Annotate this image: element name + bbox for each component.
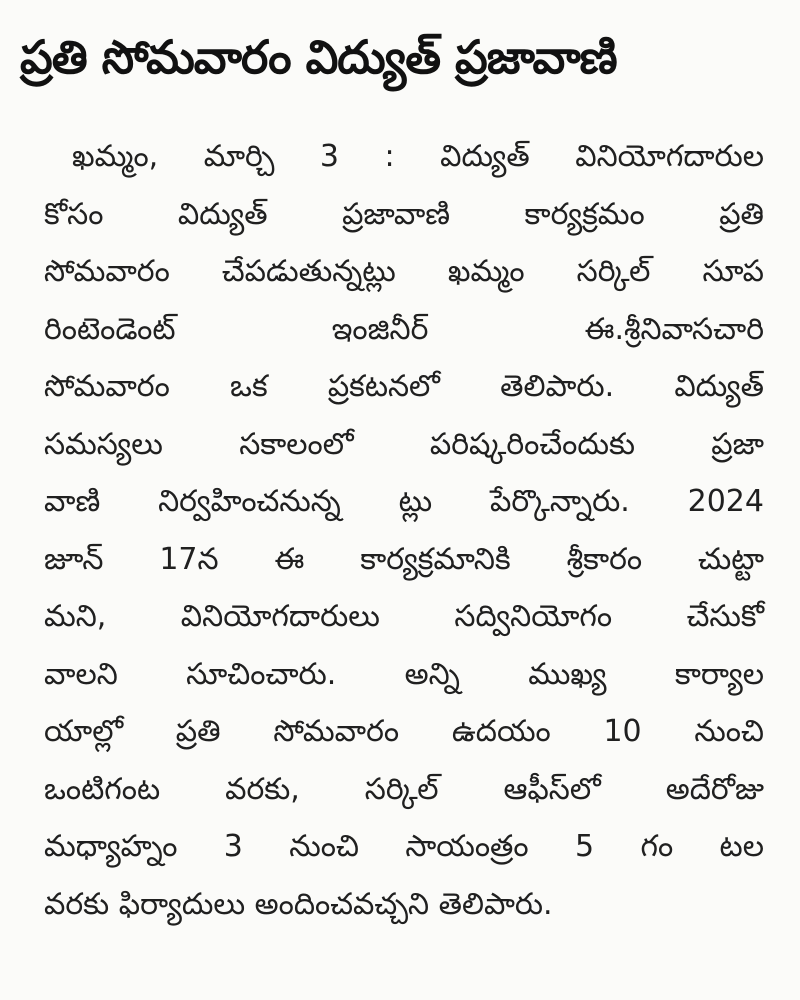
- article-line: రింటెండెంట్ ఇంజినీర్ ఈ.శ్రీనివాసచారి: [44, 311, 764, 347]
- article-line: కోసం విద్యుత్ ప్రజావాణి కార్యక్రమం ప్రతి: [44, 196, 764, 232]
- article-line: ఒంటిగంట వరకు, సర్కిల్ ఆఫీస్‌లో అదేరోజు: [44, 771, 764, 807]
- article-line: మధ్యాహ్నం 3 నుంచి సాయంత్రం 5 గం టల: [44, 829, 764, 864]
- article-line: యాల్లో ప్రతి సోమవారం ఉదయం 10 నుంచి: [44, 714, 764, 749]
- article-line: ఖమ్మం, మార్చి 3 : విద్యుత్ వినియోగదారుల: [72, 139, 764, 174]
- article-line: సమస్యలు సకాలంలో పరిష్కరించేందుకు ప్రజా: [44, 426, 764, 462]
- article-line: వాలని సూచించారు. అన్ని ముఖ్య కార్యాల: [44, 656, 764, 692]
- article-line: వరకు ఫిర్యాదులు అందించవచ్చని తెలిపారు.: [44, 886, 553, 922]
- article-line: వాణి నిర్వహించనున్న ట్లు పేర్కొన్నారు. 2024: [44, 484, 764, 519]
- article-body: [44, 128, 764, 933]
- headline: ప్రతి సోమవారం విద్యుత్ ప్రజావాణి: [20, 30, 617, 84]
- article-line: జూన్ 17న ఈ కార్యక్రమానికి శ్రీకారం చుట్టా: [44, 541, 764, 577]
- article-line: సోమవారం ఒక ప్రకటనలో తెలిపారు. విద్యుత్: [44, 369, 764, 404]
- article-line: మని, వినియోగదారులు సద్వినియోగం చేసుకో: [44, 599, 764, 634]
- article-line: సోమవారం చేపడుతున్నట్లు ఖమ్మం సర్కిల్ సూప: [44, 254, 764, 289]
